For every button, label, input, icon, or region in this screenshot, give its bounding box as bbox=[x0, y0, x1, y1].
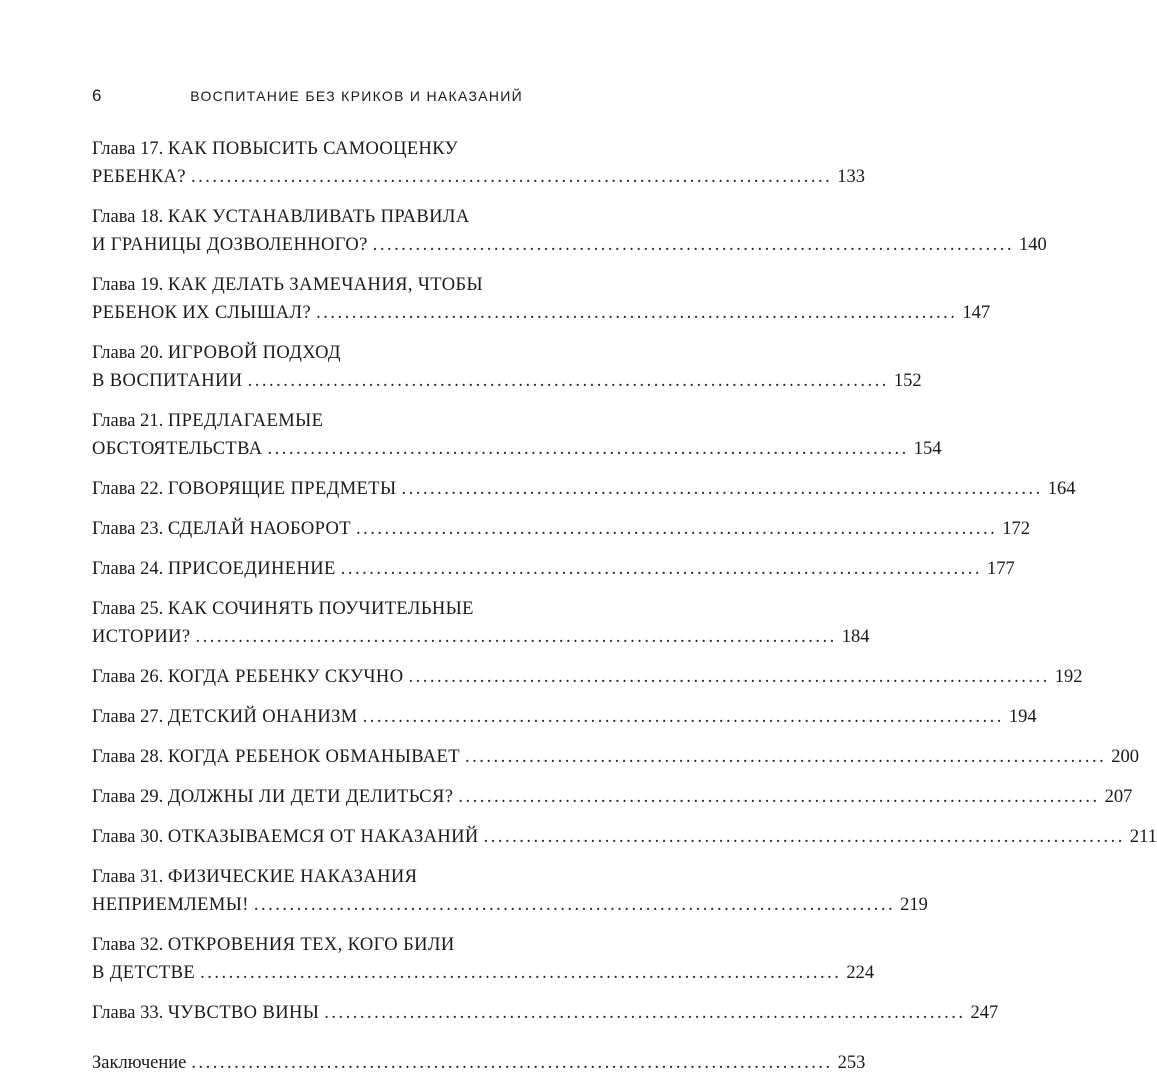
dot-leader: .......................................................................................... bbox=[191, 1053, 833, 1073]
toc-entry bbox=[92, 999, 999, 1027]
toc-page-number: 140 bbox=[1019, 235, 1047, 255]
toc-title-line bbox=[92, 595, 523, 623]
toc-leader-line bbox=[92, 515, 1031, 543]
toc-page-number: 207 bbox=[1104, 787, 1133, 807]
toc-page-number: 172 bbox=[1002, 519, 1031, 539]
toc-entry bbox=[92, 135, 865, 191]
toc-entry bbox=[92, 475, 1076, 503]
toc-leader-line bbox=[92, 367, 922, 395]
dot-leader: .......................................................................................... bbox=[195, 627, 837, 647]
toc-entry bbox=[92, 783, 1133, 811]
toc-leader-line bbox=[92, 703, 1037, 731]
chapter-title: КОГДА РЕБЕНКУ СКУЧНО bbox=[167, 667, 404, 687]
chapter-title-cont: В ДЕТСТВЕ bbox=[92, 963, 196, 983]
table-of-contents bbox=[92, 135, 1157, 1089]
toc-page-number: 219 bbox=[900, 895, 928, 915]
chapter-title: ДЕТСКИЙ ОНАНИЗМ bbox=[167, 707, 358, 727]
toc-page-number: 133 bbox=[837, 167, 865, 187]
toc-leader-line bbox=[92, 475, 1076, 503]
chapter-title: КАК УСТАНАВЛИВАТЬ ПРАВИЛА bbox=[167, 207, 470, 227]
toc-title-line bbox=[92, 863, 523, 891]
toc-leader-line bbox=[92, 299, 991, 327]
chapter-prefix: Глава 27. bbox=[92, 707, 164, 727]
running-header bbox=[92, 86, 523, 106]
chapter-prefix: Глава 32. bbox=[92, 935, 164, 955]
toc-entry bbox=[92, 703, 1037, 731]
dot-leader: .......................................................................................... bbox=[200, 963, 842, 983]
toc-leader-line bbox=[92, 959, 875, 987]
toc-page-number: 184 bbox=[841, 627, 870, 647]
chapter-title: КАК СОЧИНЯТЬ ПОУЧИТЕЛЬНЫЕ bbox=[167, 599, 474, 619]
section-title: Заключение bbox=[92, 1053, 187, 1073]
toc-leader-line bbox=[92, 891, 928, 919]
page-number: 6 bbox=[92, 86, 102, 105]
dot-leader: .......................................................................................... bbox=[372, 235, 1015, 255]
dot-leader: .......................................................................................... bbox=[362, 707, 1004, 727]
dot-leader: .......................................................................................... bbox=[247, 371, 889, 391]
dot-leader: .......................................................................................... bbox=[401, 479, 1043, 499]
dot-leader: .......................................................................................... bbox=[324, 1003, 966, 1023]
dot-leader: .......................................................................................... bbox=[190, 167, 833, 187]
chapter-title: ФИЗИЧЕСКИЕ НАКАЗАНИЯ bbox=[167, 867, 418, 887]
toc-page-number: 211 bbox=[1129, 827, 1157, 847]
toc-entry bbox=[92, 863, 928, 919]
chapter-title: СДЕЛАЙ НАОБОРОТ bbox=[167, 519, 352, 539]
toc-entry bbox=[92, 931, 875, 987]
chapter-prefix: Глава 31. bbox=[92, 867, 164, 887]
toc-entry bbox=[92, 663, 1083, 691]
chapter-prefix: Глава 19. bbox=[92, 275, 164, 295]
toc-page-number: 224 bbox=[846, 963, 875, 983]
chapter-prefix: Глава 17. bbox=[92, 139, 164, 159]
toc-title-line bbox=[92, 931, 523, 959]
toc-title-line bbox=[92, 135, 523, 163]
toc-page-number: 194 bbox=[1008, 707, 1037, 727]
chapter-title: ПРЕДЛАГАЕМЫЕ bbox=[167, 411, 324, 431]
chapter-prefix: Глава 23. bbox=[92, 519, 164, 539]
toc-page-number: 177 bbox=[986, 559, 1015, 579]
toc-page-number: 147 bbox=[962, 303, 991, 323]
chapter-title-cont: НЕПРИЕМЛЕМЫ! bbox=[92, 895, 249, 915]
toc-title-line bbox=[92, 271, 523, 299]
dot-leader: .......................................................................................... bbox=[356, 519, 998, 539]
toc-entry bbox=[92, 743, 1139, 771]
chapter-title-cont: РЕБЕНКА? bbox=[92, 167, 186, 187]
chapter-prefix: Глава 30. bbox=[92, 827, 164, 847]
chapter-prefix: Глава 20. bbox=[92, 343, 164, 363]
toc-leader-line bbox=[92, 231, 1047, 259]
dot-leader: .......................................................................................... bbox=[483, 827, 1125, 847]
chapter-title: ГОВОРЯЩИЕ ПРЕДМЕТЫ bbox=[167, 479, 397, 499]
toc-leader-line bbox=[92, 435, 942, 463]
toc-page-number: 253 bbox=[837, 1053, 866, 1073]
toc-entry bbox=[92, 203, 1047, 259]
dot-leader: .......................................................................................... bbox=[464, 747, 1107, 767]
book-title: ВОСПИТАНИЕ БЕЗ КРИКОВ И НАКАЗАНИЙ bbox=[190, 88, 523, 104]
toc-leader-line bbox=[92, 999, 999, 1027]
toc-leader-line bbox=[92, 783, 1133, 811]
toc-page-number: 164 bbox=[1047, 479, 1076, 499]
toc-leader-line bbox=[92, 743, 1139, 771]
chapter-prefix: Глава 21. bbox=[92, 411, 164, 431]
toc-entry bbox=[92, 339, 922, 395]
dot-leader: .......................................................................................... bbox=[267, 439, 909, 459]
dot-leader: .......................................................................................... bbox=[316, 303, 958, 323]
chapter-prefix: Глава 24. bbox=[92, 559, 164, 579]
chapter-prefix: Глава 33. bbox=[92, 1003, 164, 1023]
toc-leader-line bbox=[92, 823, 1157, 851]
toc-entry bbox=[92, 407, 942, 463]
dot-leader: .......................................................................................... bbox=[253, 895, 896, 915]
chapter-prefix: Глава 29. bbox=[92, 787, 164, 807]
chapter-title-cont: В ВОСПИТАНИИ bbox=[92, 371, 243, 391]
toc-entry bbox=[92, 595, 870, 651]
chapter-title: ОТКАЗЫВАЕМСЯ ОТ НАКАЗАНИЙ bbox=[167, 827, 479, 847]
chapter-prefix: Глава 22. bbox=[92, 479, 164, 499]
toc-leader-line bbox=[92, 623, 870, 651]
toc-page-number: 247 bbox=[970, 1003, 999, 1023]
toc-page-number: 154 bbox=[913, 439, 942, 459]
toc-entry bbox=[92, 1049, 866, 1077]
chapter-title-cont: РЕБЕНОК ИХ СЛЫШАЛ? bbox=[92, 303, 312, 323]
chapter-title-cont: И ГРАНИЦЫ ДОЗВОЛЕННОГО? bbox=[92, 235, 368, 255]
chapter-title: ДОЛЖНЫ ЛИ ДЕТИ ДЕЛИТЬСЯ? bbox=[167, 787, 454, 807]
dot-leader: .......................................................................................... bbox=[458, 787, 1100, 807]
chapter-title: ЧУВСТВО ВИНЫ bbox=[167, 1003, 320, 1023]
toc-page-number: 192 bbox=[1054, 667, 1083, 687]
chapter-title-cont: ОБСТОЯТЕЛЬСТВА bbox=[92, 439, 263, 459]
dot-leader: .......................................................................................... bbox=[340, 559, 982, 579]
toc-entry bbox=[92, 823, 1157, 851]
toc-page-number: 200 bbox=[1111, 747, 1139, 767]
toc-leader-line bbox=[92, 163, 865, 191]
dot-leader: .......................................................................................... bbox=[408, 667, 1050, 687]
chapter-prefix: Глава 18. bbox=[92, 207, 164, 227]
toc-title-line bbox=[92, 407, 523, 435]
toc-title-line bbox=[92, 339, 523, 367]
chapter-prefix: Глава 28. bbox=[92, 747, 164, 767]
toc-leader-line bbox=[92, 663, 1083, 691]
chapter-title: КАК ДЕЛАТЬ ЗАМЕЧАНИЯ, ЧТОБЫ bbox=[167, 275, 484, 295]
chapter-title-cont: ИСТОРИИ? bbox=[92, 627, 191, 647]
chapter-title: КОГДА РЕБЕНОК ОБМАНЫВАЕТ bbox=[167, 747, 460, 767]
toc-entry bbox=[92, 515, 1031, 543]
toc-entry bbox=[92, 271, 991, 327]
toc-entry bbox=[92, 555, 1015, 583]
chapter-prefix: Глава 25. bbox=[92, 599, 164, 619]
chapter-prefix: Глава 26. bbox=[92, 667, 164, 687]
toc-page-number: 152 bbox=[893, 371, 922, 391]
chapter-title: КАК ПОВЫСИТЬ САМООЦЕНКУ bbox=[167, 139, 459, 159]
toc-leader-line bbox=[92, 1049, 866, 1077]
chapter-title: ПРИСОЕДИНЕНИЕ bbox=[167, 559, 336, 579]
chapter-title: ОТКРОВЕНИЯ ТЕХ, КОГО БИЛИ bbox=[167, 935, 455, 955]
toc-title-line bbox=[92, 203, 523, 231]
toc-leader-line bbox=[92, 555, 1015, 583]
chapter-title: ИГРОВОЙ ПОДХОД bbox=[167, 343, 341, 363]
